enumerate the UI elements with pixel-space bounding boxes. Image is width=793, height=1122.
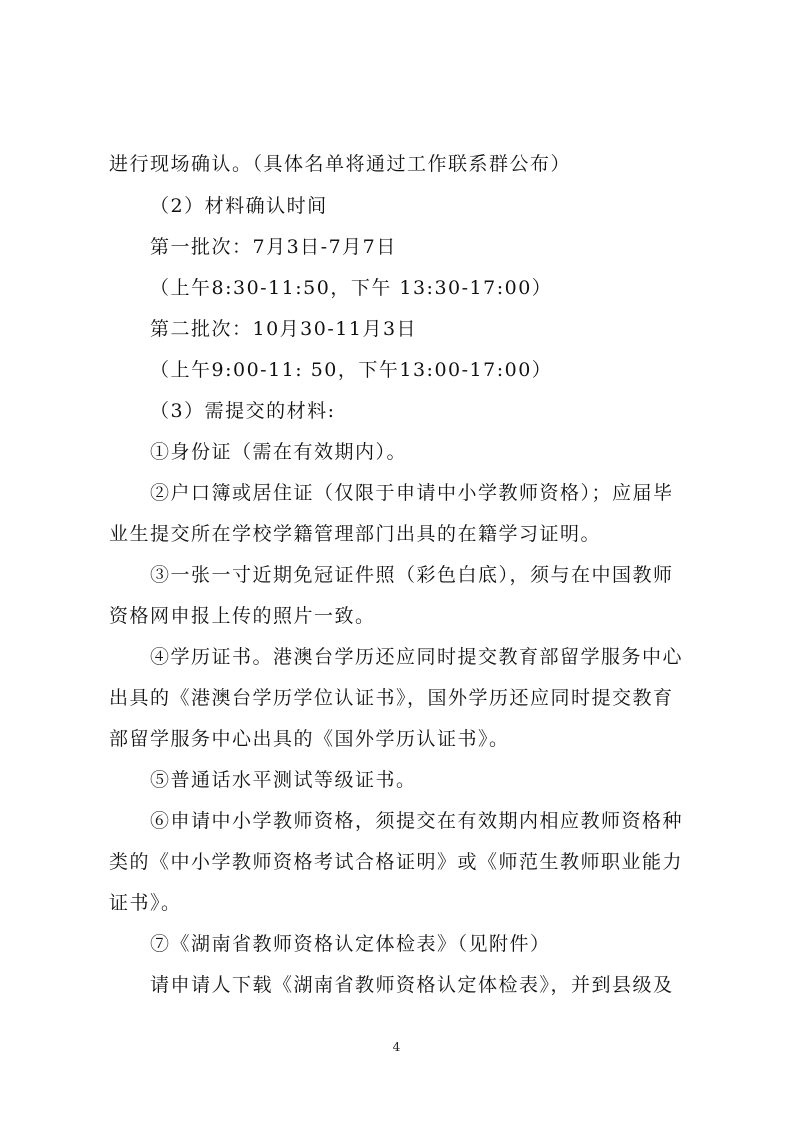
paragraph-line: 第二批次：10月30-11月3日	[150, 318, 418, 340]
paragraph-line: 业生提交所在学校学籍管理部门出具的在籍学习证明。	[109, 523, 602, 545]
paragraph-line: 资格网申报上传的照片一致。	[109, 605, 376, 627]
paragraph-line: 证书》。	[109, 892, 182, 914]
paragraph-line: ③一张一寸近期免冠证件照（彩色白底），须与在中国教师	[150, 564, 674, 586]
paragraph-line: ④学历证书。港澳台学历还应同时提交教育部留学服务中心	[150, 646, 684, 668]
paragraph-line: ⑥申请中小学教师资格，须提交在有效期内相应教师资格种	[150, 810, 684, 832]
paragraph-line: ②户口簿或居住证（仅限于申请中小学教师资格）；应届毕	[150, 482, 674, 504]
paragraph-line: ⑤普通话水平测试等级证书。	[150, 769, 417, 791]
paragraph-line: （2）材料确认时间	[150, 195, 328, 217]
paragraph-line: 进行现场确认。（具体名单将通过工作联系群公布）	[109, 153, 572, 175]
paragraph-line: 部留学服务中心出具的《国外学历认证书》。	[109, 728, 510, 750]
paragraph-line: （3）需提交的材料:	[150, 400, 336, 422]
paragraph-line: （上午8:30-11:50，下午 13:30-17:00）	[150, 277, 553, 299]
paragraph-line: （上午9:00-11: 50，下午13:00-17:00）	[150, 359, 553, 381]
paragraph-line: 请申请人下载《湖南省教师资格认定体检表》，并到县级及	[150, 974, 674, 996]
paragraph-line: ⑦《湖南省教师资格认定体检表》（见附件）	[150, 933, 551, 955]
paragraph-line: 出具的《港澳台学历学位认证书》，国外学历还应同时提交教育	[109, 687, 674, 709]
paragraph-line: 第一批次：7月3日-7月7日	[150, 236, 397, 258]
paragraph-line: ①身份证（需在有效期内）。	[150, 441, 408, 463]
paragraph-line: 类的《中小学教师资格考试合格证明》或《师范生教师职业能力	[109, 851, 684, 873]
page-number: 4	[392, 1040, 401, 1054]
